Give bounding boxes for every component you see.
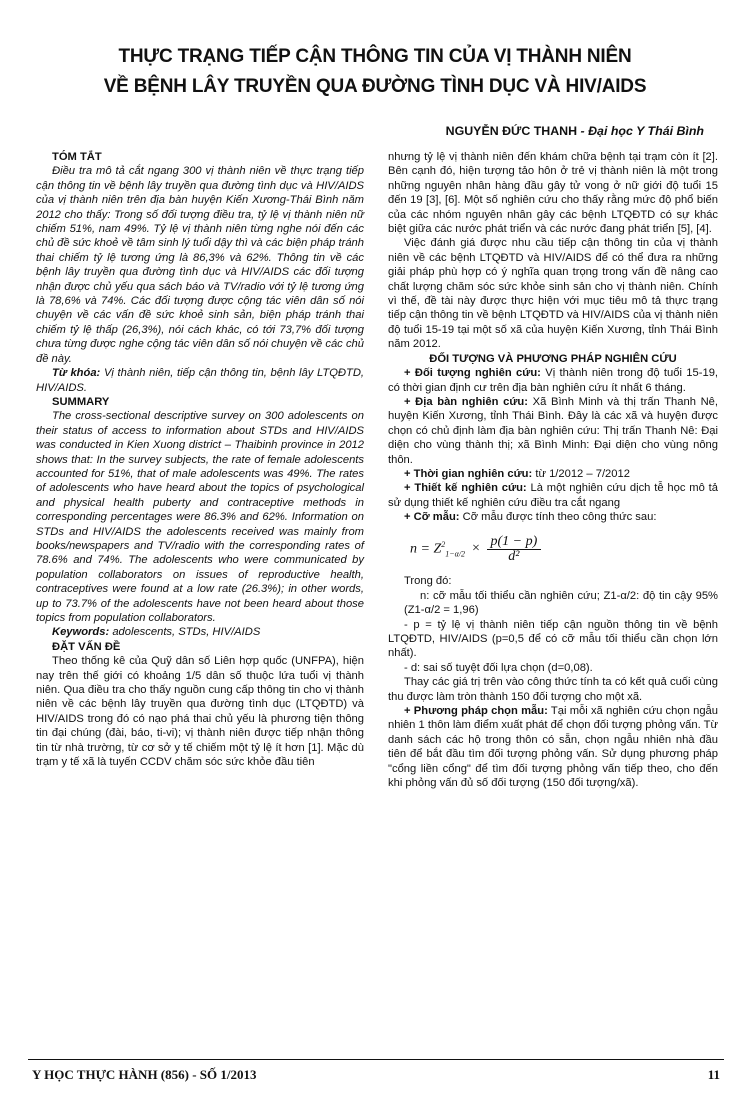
- formula-denominator: d²: [508, 548, 520, 564]
- sample-size-text: Cỡ mẫu được tính theo công thức sau:: [462, 511, 657, 524]
- abstract-heading: TÓM TẮT: [52, 151, 102, 163]
- keywords-en-text: adolescents, STDs, HIV/AIDS: [112, 626, 261, 639]
- page-number: 11: [707, 1067, 720, 1082]
- subjects-text: Vị thành niên trong độ tuổi 15-19, có thời gian định cư trên địa bàn nghiên cứu ít nhất 6 tháng.: [388, 367, 719, 394]
- keywords-vi: [36, 366, 364, 395]
- formula-lhs: [410, 538, 465, 562]
- design-text: Là một nghiên cứu dịch tễ học mô tả sử dụng thiết kế nghiên cứu điều tra cắt ngang: [388, 482, 719, 509]
- location-item: [388, 395, 718, 467]
- keywords-vi-label: Từ khóa:: [52, 367, 101, 380]
- subjects-item: [388, 366, 718, 395]
- summary-heading: SUMMARY: [52, 395, 110, 408]
- author-name: NGUYỄN ĐỨC THANH: [445, 124, 578, 138]
- intro-continued: nhưng tỷ lệ vị thành niên đến khám chữa bệnh tại trạm còn ít [2]. Bên cạnh đó, hiện tượng tảo hôn ở trẻ vị thành niên là một trong những nguyên nhân hàng đầu gây tử vong ở nữ giới độ tuổi 15 đến 19 [3], [6]. Một số nghiên cứu cho thấy rằng mức độ phổ biến của các nhóm nguyên nhân gây các bệnh LTQĐTD có sự khác biệt giữa các nước phát triển và các nước đang phát triển [5], [4].: [388, 151, 718, 236]
- intro-paragraph: Theo thống kê của Quỹ dân số Liên hợp quốc (UNFPA), hiện nay trên thế giới có khoảng 1/5 dân số thuộc lứa tuổi vị thành niên. Qua điều tra cho thấy nguồn cung cấp thông tin cho vị thành niên về các bệnh lây truyền qua đường tình dục (LTQĐTD) và HIV/AIDS trong đó có nạo phá thai chủ yếu là phương tiện thông tin đại chúng (đài, báo, ti-vi); vị thành niên được tiếp nhận thông tin từ nhà trường, từ cơ sở y tế chiếm một tỷ lệ ít hơn [1]. Mặc dù trạm y tế xã là tuyến CCDV chăm sóc sức khỏe đầu tiên: [36, 655, 364, 769]
- left-column: [36, 150, 364, 769]
- sampling-item: [388, 704, 718, 790]
- location-text: Xã Bình Minh và thị trấn Thanh Nê, huyện Kiến Xương, tỉnh Thái Bình. Đây là các xã và huyện được chọn có chủ định làm địa bàn nghiên cứu: Thị trấn Thanh Nê: Đại diện cho vùng thành thị; xã Bình Minh: Đại diện cho vùng nông thôn.: [388, 395, 718, 466]
- subjects-label: + Đối tượng nghiên cứu:: [404, 367, 541, 380]
- where-label: Trong đó:: [404, 575, 452, 588]
- keywords-vi-text: Vị thành niên, tiếp cận thông tin, bệnh lây LTQĐTD, HIV/AIDS.: [36, 367, 365, 394]
- formula-z: n = Z: [410, 541, 442, 557]
- title-line-1: THỰC TRẠNG TIẾP CẬN THÔNG TIN CỦA VỊ THÀNH NIÊN: [118, 46, 632, 67]
- author-line: [446, 124, 704, 138]
- time-label: + Thời gian nghiên cứu:: [404, 467, 533, 480]
- formula-fraction: [487, 535, 542, 565]
- design-item: [388, 481, 718, 510]
- sample-size-formula: [410, 535, 718, 565]
- author-affiliation: - Đại học Y Thái Bình: [580, 124, 704, 138]
- formula-times: ×: [471, 541, 481, 557]
- time-text: từ 1/2012 – 7/2012: [535, 467, 630, 480]
- time-item: [388, 467, 718, 481]
- keywords-en: [36, 625, 364, 639]
- formula-numerator: p(1 − p): [487, 535, 542, 550]
- summary-en: The cross-sectional descriptive survey on 300 adolescents on their status of access to information about STDs and HIV/AIDS was conducted in Kien Xuong district – Thaibinh province in 2012 shows that: In the survey subjects, the rate of female adolescents accounted for 51%, that of male adolescents was 49%. The rates of adolescents who have heard about the topics of psychological and physical health puberty and contraceptive methods in corresponding percentages were 86.3% and 62%. Information on STDs and HIV/AIDS the adolescents received was mainly from books/newspapers and TV/radio with the corresponding rates of 78.6% and 74%. The adolescents who were communicated by population collaborators on issues of reproductive health, contraceptives were found at a low rate (26.3%); in other words, up to 73.7% of the adolescents have not been heard about those topics from population collaborators.: [36, 410, 364, 624]
- intro-heading: ĐẶT VẤN ĐỀ: [52, 640, 121, 653]
- location-label: + Địa bàn nghiên cứu:: [404, 395, 528, 408]
- right-column: [388, 150, 718, 790]
- sample-result: Thay các giá trị trên vào công thức tính ta có kết quả cuối cùng thu được làm tròn thành 150 đối tượng cho một xã.: [388, 676, 718, 703]
- title-line-2: VỀ BỆNH LÂY TRUYỀN QUA ĐƯỜNG TÌNH DỤC VÀ HIV/AIDS: [103, 76, 647, 97]
- where-d: - d: sai số tuyệt đối lựa chọn (d=0,08).: [404, 661, 593, 674]
- rationale-paragraph: Việc đánh giá được nhu cầu tiếp cận thông tin của vị thành niên về các bệnh LTQĐTD và HIV/AIDS để có thể đưa ra những giải pháp phù hợp có ý nghĩa quan trọng trong vấn đề nâng cao chất lượng chăm sóc sức khỏe sinh sản cho vị thành niên. Chính vì thế, đề tài này được thực hiện với mục tiêu mô tả thực trạng tiếp cận thông tin về bệnh LTQĐTD và HIV/AIDS của vị thành niên độ tuổi 15-19 tại một số xã của huyện Kiến Xương, tỉnh Thái Bình năm 2012.: [388, 237, 718, 351]
- sampling-label: + Phương pháp chọn mẫu:: [404, 705, 548, 718]
- sample-size-item: [388, 510, 718, 524]
- formula-sup: 2: [441, 539, 446, 549]
- article-title: [0, 42, 750, 102]
- design-label: + Thiết kế nghiên cứu:: [404, 482, 527, 495]
- keywords-en-label: Keywords:: [52, 626, 110, 639]
- formula-sub: 1−α/2: [445, 548, 466, 558]
- sample-size-label: + Cỡ mẫu:: [404, 511, 460, 524]
- abstract-vi: Điều tra mô tả cắt ngang 300 vị thành niên về thực trạng tiếp cận thông tin về bệnh lây truyền qua đường tình dục và HIV/AIDS của vị thành niên trên địa bàn huyện Kiến Xương-Thái Bình năm 2012 cho thấy: Trong số đối tượng điều tra, tỷ lệ vị thành niên nữ chiếm 51%, nam 49%. Tỷ lệ vị thành niên từng nghe nói đến các chủ đề sức khoẻ về tâm sinh lý tuổi dậy thì và các biện pháp tránh thai chiếm tỷ lệ tương ứng là 86,3% và 62%. Thông tin về các bệnh lây truyền qua đường tình dục và HIV/AIDS các đối tượng nhận được chủ yếu qua sách báo và TV/radio với tỷ lệ tương ứng là 78,6% và 74%. Các đối tượng được cộng tác viên dân số nói chuyện về các vấn đề sức khoẻ sinh sản, biện pháp tránh thai chiếm tỷ lệ thấp (26,3%), nói cách khác, có tới 73,7% đối tượng chưa từng được nghe cộng tác viên dân số nói chuyện về các chủ đề này.: [36, 165, 364, 365]
- sampling-text: Tại mỗi xã nghiên cứu chọn ngẫu nhiên 1 thôn làm điểm xuất phát để chọn đối tượng phỏng vấn. Từ danh sách các hộ trong thôn có sẵn, chọn ngẫu nhiên nhà đầu tiên để bắt đầu tìm đối tượng phỏng vấn. Sử dụng phương pháp "cổng liền cổng" để tìm đối tượng phỏng vấn tiếp theo, cho đến khi phỏng vấn đủ số đối tượng (150 đối tượng/xã).: [388, 705, 718, 790]
- journal-footer: Y HỌC THỰC HÀNH (856) - SỐ 1/2013: [32, 1067, 257, 1082]
- where-n: n: cỡ mẫu tối thiểu cần nghiên cứu; Z1-α/2: độ tin cậy 95% (Z1-α/2 = 1,96): [404, 589, 718, 617]
- methods-heading: ĐỐI TƯỢNG VÀ PHƯƠNG PHÁP NGHIÊN CỨU: [429, 352, 677, 365]
- footer-rule: [28, 1059, 724, 1060]
- where-p: - p = tỷ lệ vị thành niên tiếp cận nguồn thông tin về bệnh LTQĐTD, HIV/AIDS (p=0,5 để có cỡ mẫu tối thiểu cần chọn lớn nhất).: [388, 618, 718, 660]
